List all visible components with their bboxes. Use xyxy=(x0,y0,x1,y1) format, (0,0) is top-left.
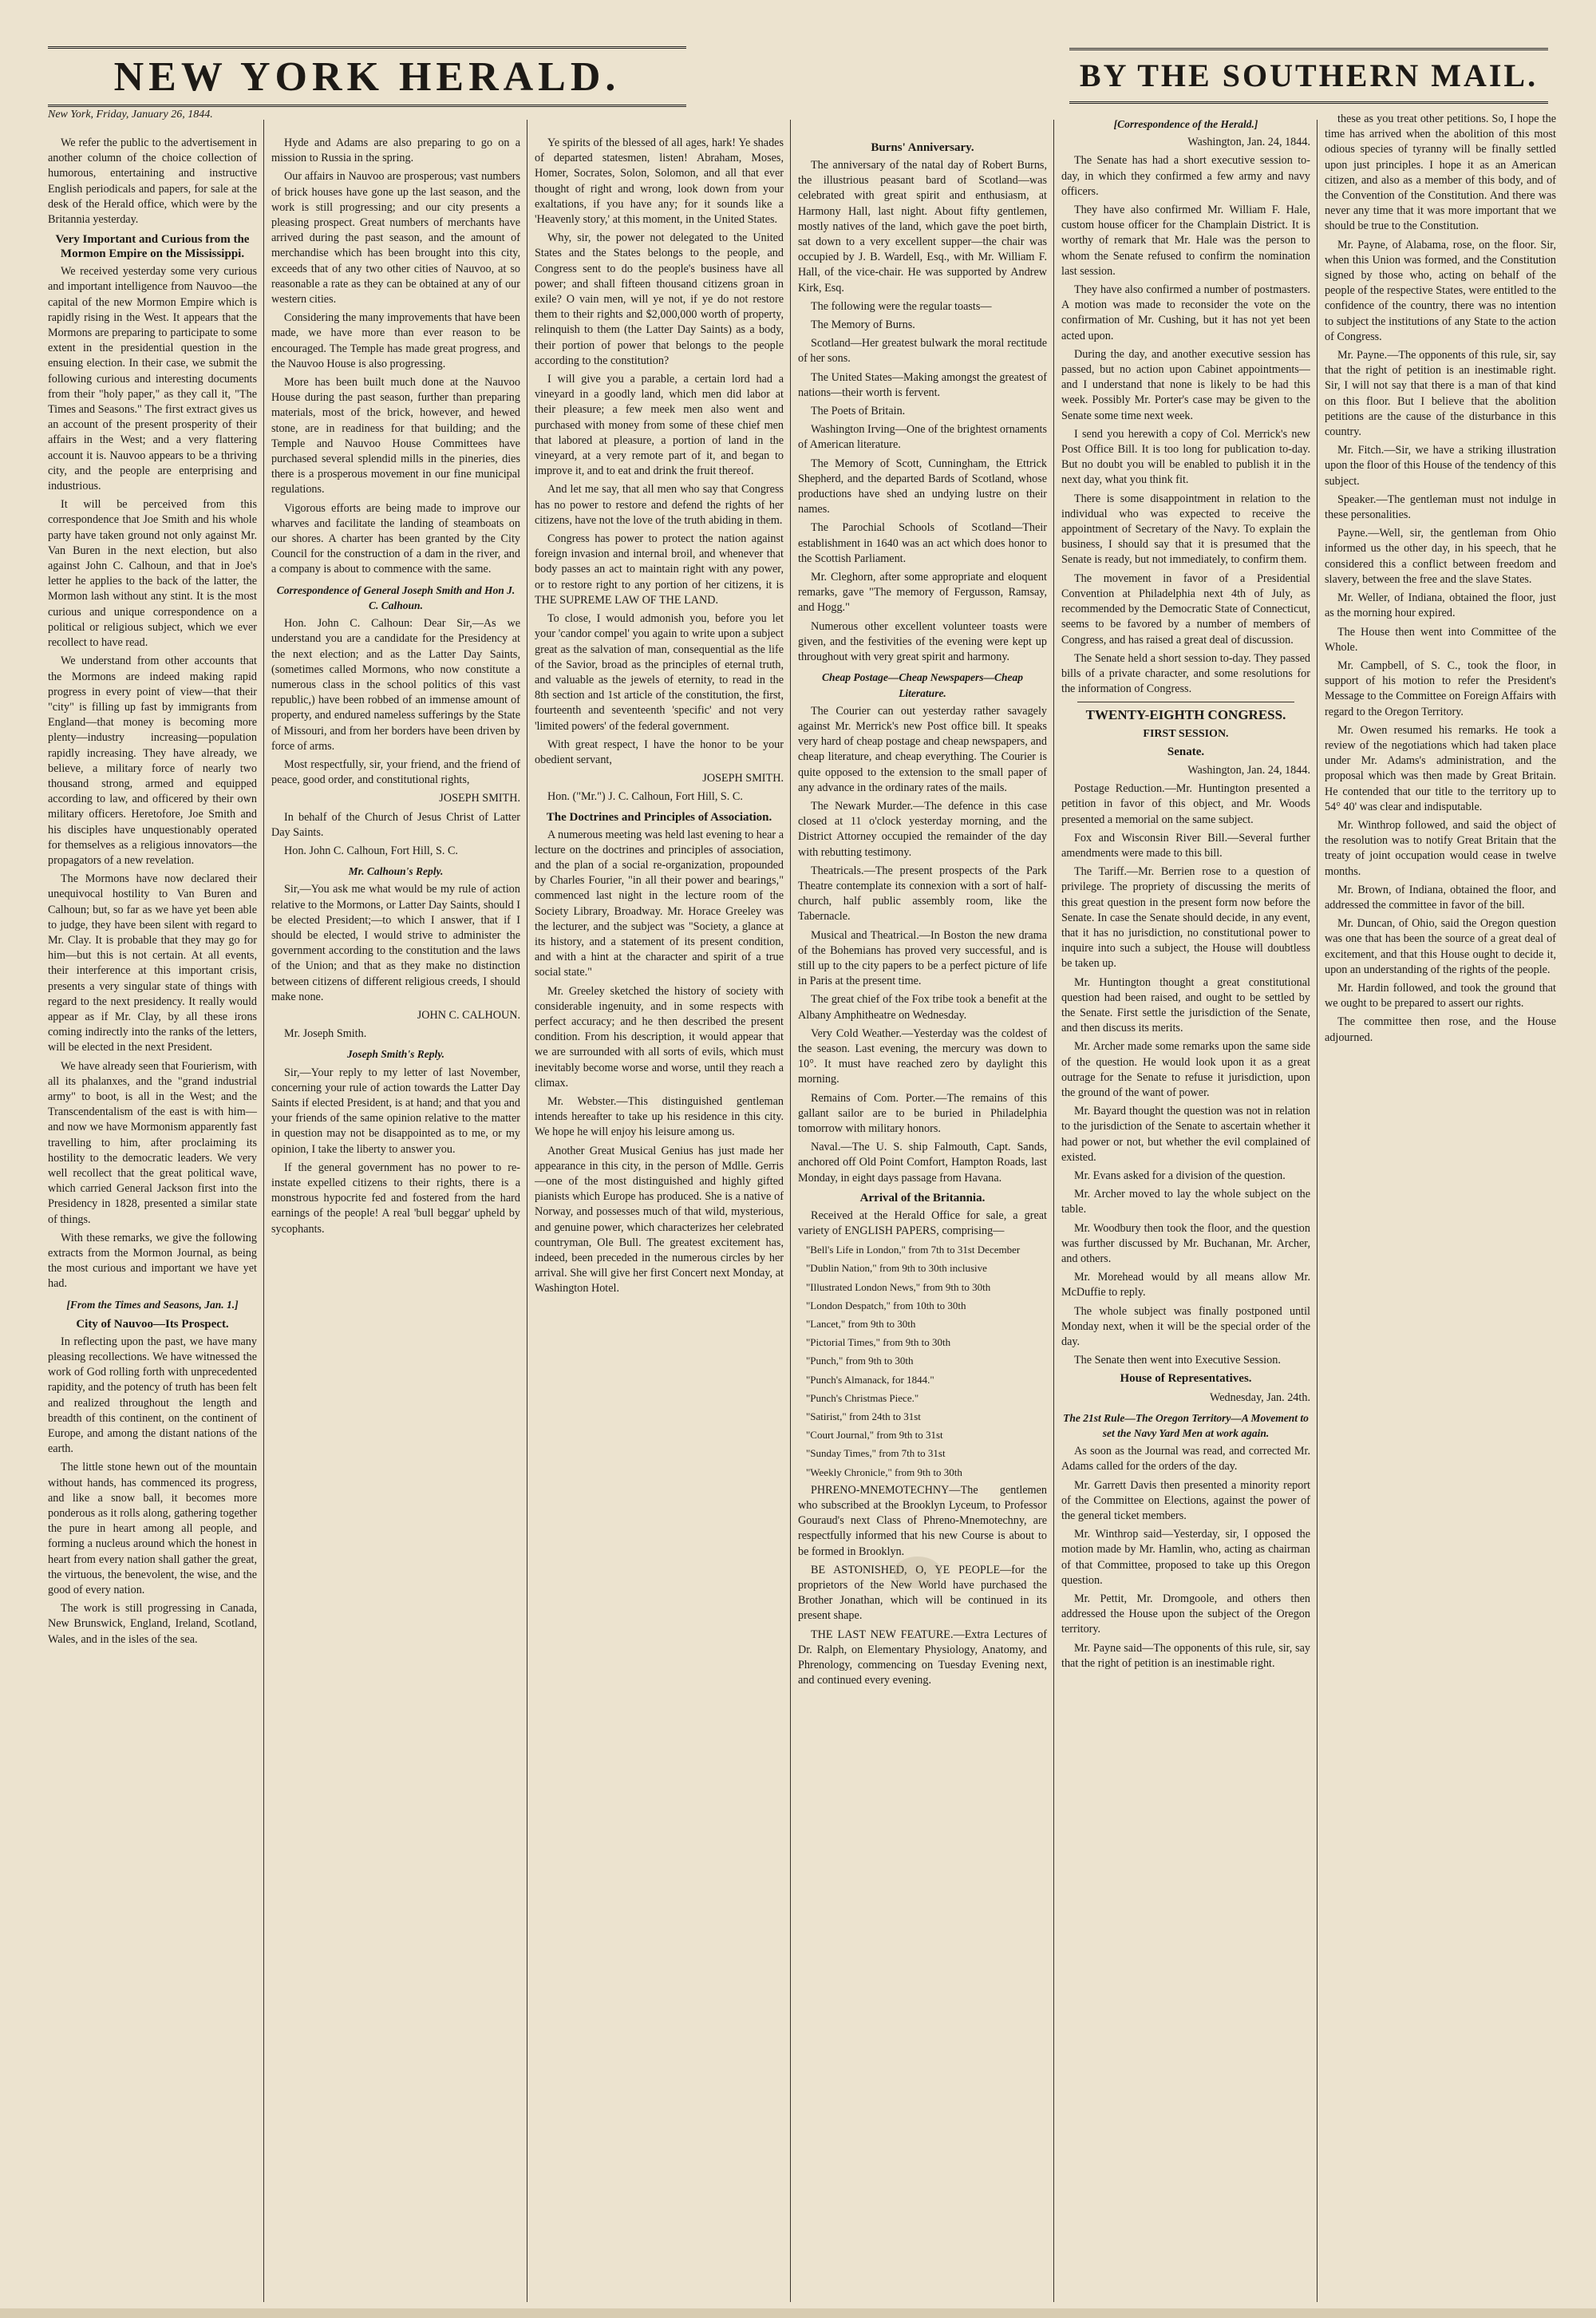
paragraph: The great chief of the Fox tribe took a benefit at the Albany Amphitheatre on Wednesday. xyxy=(798,993,1047,1022)
senate-heading: Senate. xyxy=(1167,745,1205,758)
paragraph: Mr. Brown, of Indiana, obtained the floor, and addressed the committee in favor of the bill. xyxy=(1325,883,1556,912)
paper-stain xyxy=(894,1557,942,1588)
paragraph: Very Cold Weather.—Yesterday was the coldest of the season. Last evening, the mercury was down to 10°. It must have reached zero by daylight this morning. xyxy=(798,1026,1047,1086)
paragraph: Mr. Payne, of Alabama, rose, on the floor. Sir, when this Union was formed, and the Constitution signed by those who, acting on behalf of the people of the respective States, were entitled to the confidence of the country, there was no intention to subject the institutions of any State to the action of Congress. xyxy=(1325,238,1556,343)
paragraph: Why, sir, the power not delegated to the United States and the States belongs to the people, and Congress sent to do the people's business have all power; and shall fifteen thousand citizens groan in exile? O vain men, will ye not, if ye do not restore them to their rights and $2,000,000 worth of property, relinquish to them (the Latter Day Saints) as a body, their portion of power that belongs to the people according to the constitution? xyxy=(535,231,784,367)
paragraph: Mr. Joseph Smith. xyxy=(284,1027,367,1041)
paragraph: A numerous meeting was held last evening to hear a lecture on the doctrines and principles of association, and the plan of a social re-organization, propounded by Charles Fourier, "in all their power and bearings," commenced last night in the lecture room of the Society Library, Broadway. Mr. Horace Greeley was the lecturer, and the subject was "Society, a glance at its history, and a statement of its present condition, and with a hint at the character and spirit of a true social state." xyxy=(535,828,784,979)
session-heading: FIRST SESSION. xyxy=(1143,727,1229,740)
toast: The Memory of Burns. xyxy=(811,318,915,332)
masthead xyxy=(48,46,686,107)
paragraph: Mr. Archer made some remarks upon the same side of the question. He would look upon it as a great outrage for the Senate to refuse it jurisdiction, upon the ground of the want of power. xyxy=(1061,1040,1310,1099)
paragraph: Ye spirits of the blessed of all ages, hark! Ye shades of departed statesmen, listen! Abraham, Moses, Homer, Socrates, Solon, Solomon, and all that ever thought of right and wrong, look down from your exaltations, if you have any; for it sounds like a 'Heavenly story,' at this moment, in the United States. xyxy=(535,136,784,227)
paragraph: Hon. ("Mr.") J. C. Calhoun, Fort Hill, S. C. xyxy=(547,790,743,804)
paragraph: We understand from other accounts that the Mormons are indeed making rapid progress in every point of view—that their "city" is filling up fast by immigrants from England—that money is becoming more plenty—industry increasing—population rapidly increasing. They have already, we believe, a military force of nearly two thousand strong, armed and equipped according to law, and officered by their own military officers. Heretofore, Joe Smith and his disciples have unquestionably operated for themselves as a religious innovators—the propagators of a new revelation. xyxy=(48,655,257,867)
paragraph: The Senate has had a short executive session to-day, in which they confirmed a few army and navy officers. xyxy=(1061,154,1310,198)
paragraph: Mr. Hardin followed, and took the ground that we ought to be prepared to assert our rights. xyxy=(1325,981,1556,1011)
list-item: "Punch's Almanack, for 1844." xyxy=(806,1373,934,1386)
column-rule xyxy=(263,120,264,2302)
paragraph: It will be perceived from this correspondence that Joe Smith and his whole party have taken ground not only against Mr. Van Buren in the next election, but also against John C. Calhoun, and that in Joe's letter he applies to the back of the latter, the Mormon lash without any stint. It is the most curious and unique correspondence on a political or religious subject, which we ever recollect to have read. xyxy=(48,498,257,650)
column-5 xyxy=(1061,112,1310,2302)
list-item: "Bell's Life in London," from 7th to 31st December xyxy=(806,1244,1021,1256)
paragraph: The committee then rose, and the House adjourned. xyxy=(1325,1015,1556,1044)
paragraph: We received yesterday some very curious and important intelligence from Nauvoo—the capital of the new Mormon Empire which is rapidly rising in the West. It appears that the Mormons are preparing to participate to some extent in the presidential question in the ensuing election. In their case, we submit the following curious and interesting documents from their "holy paper," as they call it, "The Times and Seasons." The first extract gives us an account of the present prosperity of their affairs in the West; and a very flattering account it is. Nauvoo appears to be a thriving city, and the people are enterprising and industrious. xyxy=(48,265,257,493)
paragraph: Sir,—Your reply to my letter of last November, concerning your rule of action towards the Latter Day Saints if elected President, is at hand; and that you and your friends of the same opinion relative to the matter in question may not be disappointed as to me, or my opinion, I take the liberty to answer you. xyxy=(271,1066,520,1156)
paragraph: There is some disappointment in relation to the individual who was expected to receive the appointment of Secretary of the Navy. To explain the business, I should say that it is presumed that the Senate is ready, but not immediately, to confirm them. xyxy=(1061,492,1310,567)
paragraph: The Courier can out yesterday rather savagely against Mr. Merrick's new Post office bill. It speaks very hard of cheap postage and cheap newspapers, and cheap literature, and cheap everything. The Courier is quite opposed to the extension to the small paper of any advance in the ordinary rates of the mails. xyxy=(798,704,1047,794)
article-heading: Mr. Calhoun's Reply. xyxy=(348,865,444,878)
house-heading: House of Representatives. xyxy=(1120,1372,1252,1386)
paragraph: Mr. Winthrop followed, and said the object of the resolution was to notify Great Britain that the treaty of joint occupation would cease in twelve months. xyxy=(1325,818,1556,878)
paragraph: The Mormons have now declared their unequivocal hostility to Van Buren and Calhoun; but, so far as we have yet been able to judge, they have been silent with regard to Mr. Clay. It is probable that they may go for him—but this is not certain. At all events, their interference at this important crisis, presents a very singular state of things with regard to the next presidency. It really would appear as if Mr. Clay, by all these irons coming indirectly into the ranks of the letters, will be elected in the next President. xyxy=(48,872,257,1054)
paragraph: Mr. Cleghorn, after some appropriate and eloquent remarks, gave "The memory of Fergusson, Ramsay, and Hogg." xyxy=(798,571,1047,615)
paragraph: The Senate held a short session to-day. They passed bills of a private character, and some resolutions for the information of Congress. xyxy=(1061,651,1310,696)
paragraph: And let me say, that all men who say that Congress has no power to restore and defend the rights of her citizens, have not the love of the truth abiding in them. xyxy=(535,483,784,527)
paragraph: Mr. Archer moved to lay the whole subject on the table. xyxy=(1061,1188,1310,1216)
paragraph: Mr. Woodbury then took the floor, and the question was further discussed by Mr. Buchanan, Mr. Archer, and others. xyxy=(1061,1221,1310,1266)
signature: JOHN C. CALHOUN. xyxy=(417,1008,520,1022)
list-item: "Weekly Chronicle," from 9th to 30th xyxy=(806,1466,962,1478)
paragraph: The little stone hewn out of the mountain without hands, has commenced its progress, and like a snow ball, it becomes more ponderous as it rolls along, gathering together the pure in heart among all people, and forming a nucleus around which the honest in heart from every nation shall gather the great, the virtuous, the benevolent, the wise, and the good of every nation. xyxy=(48,1461,257,1597)
paragraph: Mr. Campbell, of S. C., took the floor, in support of his motion to refer the President's Message to the Committee on Foreign Affairs with regard to the Oregon Territory. xyxy=(1325,659,1556,718)
paragraph: Most respectfully, sir, your friend, and the friend of peace, good order, and constitutional rights, xyxy=(271,758,520,787)
paragraph: The House then went into Committee of the Whole. xyxy=(1325,625,1556,654)
paragraph: As soon as the Journal was read, and corrected Mr. Adams called for the orders of the day. xyxy=(1061,1445,1310,1473)
paragraph: Remains of Com. Porter.—The remains of this gallant sailor are to be buried in Philadelphia tomorrow with military honors. xyxy=(798,1091,1047,1135)
paragraph: We have already seen that Fourierism, with all its phalanxes, and the "grand industrial army" to boot, is all in the West; and the Transcendentalism of the east is with him—and now we have Mormonism apparently fast travelling to him, after proclaiming its hostility to the democratic leaders. We very well recollect that the great political wave, which carried General Jackson first into the Presidency in 1828, presented a similar state of things. xyxy=(48,1059,257,1226)
list-item: "Punch," from 9th to 30th xyxy=(806,1355,914,1367)
newspaper-title: NEW YORK HERALD. xyxy=(113,54,621,100)
column-6 xyxy=(1325,112,1556,2302)
paragraph: To close, I would admonish you, before you let your 'candor compel' you again to write upon a subject great as the salvation of man, consequential as the life of the Savior, broad as the principles of eternal truth, and valuable as the jewels of eternity, to read in the 8th section and 1st article of the constitution, the first, fourteenth and seventeenth 'specific' and not very 'limited powers' of the federal government. xyxy=(535,612,784,733)
paragraph: Postage Reduction.—Mr. Huntington presented a petition in favor of this object, and Mr. Woods presented a memorial on the same subject. xyxy=(1061,782,1310,826)
paragraph: these as you treat other petitions. So, I hope the time has arrived when the abolition of this most odious species of tyranny will be finally settled upon just principles. I hope it as an American citizen, and also as a member of this body, and of the Convention of the Constitution. And there was never any time that it was more important that we should be true to the Constitution. xyxy=(1325,113,1556,233)
paragraph: Congress has power to protect the nation against foreign invasion and internal broil, and whenever that body passes an act to maintain right with any power, or to restore right to any portion of her citizens, it is THE SUPREME LAW OF THE LAND. xyxy=(535,532,784,607)
paragraph: Mr. Duncan, of Ohio, said the Oregon question was one that has been the source of a great deal of excitement, and that this House ought to decide it, upon an understanding of the rights of the people. xyxy=(1325,917,1556,976)
list-item: "London Despatch," from 10th to 30th xyxy=(806,1299,966,1311)
paragraph: Mr. Bayard thought the question was not in relation to the jurisdiction of the Senate to ascertain whether it had power or not, but whether the evil complained of existed. xyxy=(1061,1105,1310,1164)
paragraph: Mr. Fitch.—Sir, we have a striking illustration upon the floor of this House of the tendency of this subject. xyxy=(1325,444,1556,488)
toast: The Memory of Scott, Cunningham, the Ettrick Shepherd, and the departed Bards of Scotland, whose productions have shed an undying lustre on their names. xyxy=(798,457,1047,516)
paragraph: Numerous other excellent volunteer toasts were given, and the festivities of the evening were kept up throughout with very great spirit and harmony. xyxy=(798,619,1047,664)
paragraph: In reflecting upon the past, we have many pleasing recollections. We have witnessed the work of God rolling forth with unprecedented rapidity, and the potency of truth has been felt and realized throughout the length and breadth of this continent, on the continent of Europe, and among the distant nations of the earth. xyxy=(48,1335,257,1456)
column-rule xyxy=(790,120,791,2302)
intro-paragraph: We refer the public to the advertisement in another column of the choice collection of humorous, entertaining and instructive English periodicals and papers, for sale at the desk of the Herald office, which were by the Britannia yesterday. xyxy=(48,136,257,227)
paragraph: With these remarks, we give the following extracts from the Mormon Journal, as being the most curious and important we have yet had. xyxy=(48,1231,257,1291)
correspondence-heading: [Correspondence of the Herald.] xyxy=(1113,118,1258,130)
paragraph: The anniversary of the natal day of Robert Burns, the illustrious peasant bard of Scotland—was celebrated with great spirit and enthusiasm, at Harmony Hall, last night. About fifty gentlemen, mostly natives of the land, which gave the poet birth, sat down to a very excellent supper—the chair was occupied by J. B. Wardell, Esq., with Mr. William F. Hall, of the vice-chair. He was supported by Andrew Kirk, Esq. xyxy=(798,159,1047,295)
list-item: "Sunday Times," from 7th to 31st xyxy=(806,1447,946,1460)
paragraph: Mr. Evans asked for a division of the question. xyxy=(1074,1169,1286,1182)
dateline: Washington, Jan. 24, 1844. xyxy=(1187,136,1310,149)
toast: The United States—Making amongst the greatest of nations—their worth is fervent. xyxy=(798,370,1047,399)
signature: JOSEPH SMITH. xyxy=(439,792,520,805)
list-item: "Lancet," from 9th to 30th xyxy=(806,1318,916,1331)
dateline: Wednesday, Jan. 24th. xyxy=(1210,1390,1310,1404)
paragraph: Mr. Morehead would by all means allow Mr. McDuffie to reply. xyxy=(1061,1271,1310,1299)
article-heading: Cheap Postage—Cheap Newspapers—Cheap Literature. xyxy=(821,671,1023,699)
paragraph: Mr. Webster.—This distinguished gentleman intends hereafter to take up his residence in this city. We hope he will enjoy his leisure among us. xyxy=(535,1094,784,1139)
paragraph: They have also confirmed a number of postmasters. A motion was made to reconsider the vote on the confirmation of Mr. Cushing, but it has not yet been acted upon. xyxy=(1061,283,1310,342)
congress-heading: TWENTY-EIGHTH CONGRESS. xyxy=(1085,707,1286,723)
paragraph: They have also confirmed Mr. William F. Hale, custom house officer for the Champlain District. It is worthy of remark that Mr. Hale was the person to whom the Senate refused to confirm the nomination last session. xyxy=(1061,204,1310,278)
dateline: Washington, Jan. 24, 1844. xyxy=(1187,763,1310,777)
paragraph: Hon. John C. Calhoun, Fort Hill, S. C. xyxy=(284,844,458,857)
column-rule xyxy=(1053,120,1054,2302)
paragraph: In behalf of the Church of Jesus Christ of Latter Day Saints. xyxy=(271,810,520,839)
paragraph: Mr. Weller, of Indiana, obtained the floor, just as the morning hour expired. xyxy=(1325,591,1556,620)
column-3 xyxy=(535,136,784,2302)
article-heading: Arrival of the Britannia. xyxy=(859,1191,986,1204)
paragraph: Musical and Theatrical.—In Boston the new drama of the Bohemians has proved very successful, and is still up to the city papers to be a perfect picture of life in Paris at the present time. xyxy=(798,928,1047,988)
paragraph: The following were the regular toasts— xyxy=(811,299,992,313)
paragraph: The Newark Murder.—The defence in this case closed at 11 o'clock yesterday morning, and the District Attorney occupied the remainder of the day with rebutting testimony. xyxy=(798,799,1047,859)
list-item: "Illustrated London News," from 9th to 30th xyxy=(806,1280,991,1293)
dateline: New York, Friday, January 26, 1844. xyxy=(48,109,213,121)
paragraph: The Tariff.—Mr. Berrien rose to a question of privilege. The propriety of discussing the merits of this great question in the present form now before the Senate. In case the Senate should decide, in any event, that it has no jurisdiction, no constitutional power to inquire into such a subject, the House will doubtless be taken up. xyxy=(1061,865,1310,971)
toast: The Poets of Britain. xyxy=(811,405,906,418)
paragraph: Mr. Garrett Davis then presented a minority report of the Committee on Elections, against the power of the general ticket members. xyxy=(1061,1478,1310,1523)
toast: Washington Irving—One of the brightest ornaments of American literature. xyxy=(798,423,1047,452)
paragraph: Hon. John C. Calhoun: Dear Sir,—As we understand you are a candidate for the Presidency at the next election; and as the Latter Day Saints, (sometimes called Mormons, who now constitute a numerous class in the school politics of this vast republic,) have been robbed of an immense amount of property, and endured nameless sufferings by the State of Missouri, and from her borders have been driven by force of arms. xyxy=(271,617,520,753)
paragraph: Naval.—The U. S. ship Falmouth, Capt. Sands, anchored off Old Point Comfort, Hampton Roads, last Monday, in eight days passage from Havana. xyxy=(798,1141,1047,1185)
paragraph: More has been built much done at the Nauvoo House during the past season, further than preparing materials, most of the brick, however, and hewed stone, are in readiness for that building; and the Temple and Nauvoo House Committees have purchased several splendid mills in the pineries, dies there is a prosperous movement in our fine municipal regulations. xyxy=(271,376,520,496)
list-item: "Pictorial Times," from 9th to 30th xyxy=(806,1336,951,1349)
paragraph: Mr. Payne said—The opponents of this rule, sir, say that the right of petition is an inestimable right. xyxy=(1061,1641,1310,1670)
paragraph: Mr. Winthrop said—Yesterday, sir, I opposed the motion made by Mr. Hamlin, who, acting as chairman of that Committee, proposed to take up this Oregon question. xyxy=(1061,1528,1310,1587)
paragraph: During the day, and another executive session has passed, but no action upon Cabinet appointments—and I understand that none is likely to be had this week. Possibly Mr. Porter's case may be given to the Senate some time next week. xyxy=(1061,347,1310,422)
page-edge xyxy=(0,2308,1596,2318)
paragraph: Mr. Payne.—The opponents of this rule, sir, say that the right of petition is an inestimable right. Sir, I will not say that there is a man of that kind on this floor. But I believe that the abolition petitions are the cause of the disturbance in this country. xyxy=(1325,349,1556,439)
list-item: "Satirist," from 24th to 31st xyxy=(806,1410,921,1423)
paragraph: The whole subject was finally postponed until Monday next, when it will be the special order of the day. xyxy=(1061,1304,1310,1349)
southern-mail-header: BY THE SOUTHERN MAIL. xyxy=(1069,48,1548,104)
paragraph: Mr. Huntington thought a great constitutional question had been raised, and ought to be settled by the Senate. First settle the jurisdiction of the Senate, and then discuss its merits. xyxy=(1061,975,1310,1035)
paragraph: Vigorous efforts are being made to improve our wharves and facilitate the landing of steamboats on our shores. A charter has been granted by the City Council for the construction of a dam in the river, and a company is about to commence with the same. xyxy=(271,501,520,576)
paragraph: Hyde and Adams are also preparing to go on a mission to Russia in the spring. xyxy=(271,136,520,165)
toast: Scotland—Her greatest bulwark the moral rectitude of her sons. xyxy=(798,337,1047,366)
paragraph: Our affairs in Nauvoo are prosperous; vast numbers of brick houses have gone up the last season, and the work is still progressing; and our city presents a pleasing prospect. Great numbers of merchants have arrived during the past season, and the amount of merchandise which has been brought into this city, exceeds that of any two other cities of Nauvoo, at so reasonable a rate as they can be obtained at any of our western cities. xyxy=(271,170,520,307)
paragraph: Mr. Greeley sketched the history of society with considerable ingenuity, and in some respects with perfect accuracy; and he then described the present condition. From his description, it would appear that we are surrounded with all sorts of evils, which must inevitably become worse and worse, until they reach a climax. xyxy=(535,984,784,1090)
paragraph: Fox and Wisconsin River Bill.—Several further amendments were made to this bill. xyxy=(1061,831,1310,860)
paragraph: The Senate then went into Executive Session. xyxy=(1074,1354,1281,1367)
article-heading: Burns' Anniversary. xyxy=(871,141,974,154)
paragraph: With great respect, I have the honor to be your obedient servant, xyxy=(535,738,784,766)
source-heading: [From the Times and Seasons, Jan. 1.] xyxy=(66,1298,239,1311)
paragraph: BE ASTONISHED, O, YE PEOPLE—for the proprietors of the New World have purchased the Brother Jonathan, which will be continued in its present shape. xyxy=(798,1563,1047,1623)
column-2 xyxy=(271,136,520,2302)
article-heading: The Doctrines and Principles of Association. xyxy=(546,810,772,824)
paragraph: PHRENO-MNEMOTECHNY—The gentlemen who subscribed at the Brooklyn Lyceum, to Professor Gouraud's next Class of Phreno-Mnemotechny, are respectfully informed that his new Course is about to be formed in Brooklyn. xyxy=(798,1483,1047,1558)
list-item: "Punch's Christmas Piece." xyxy=(806,1391,919,1404)
paragraph: I will give you a parable, a certain lord had a vineyard in a goodly land, which men did labor at their pleasure; a few meek men also went and purchased with money from some of these chief men that labored at pleasure, a portion of land in the vineyard, at a very remote part of it, and began to improve it, and to eat and drink the fruit thereof. xyxy=(535,373,784,478)
paragraph: The work is still progressing in Canada, New Brunswick, England, Ireland, Scotland, Wales, and in the isles of the sea. xyxy=(48,1602,257,1646)
paragraph: Theatricals.—The present prospects of the Park Theatre contemplate its connexion with a sort of half-church, half public assembly room, like the Tabernacle. xyxy=(798,864,1047,924)
article-heading: Very Important and Curious from the Mormon Empire on the Mississippi. xyxy=(55,233,250,261)
column-1 xyxy=(48,136,257,2302)
toast: The Parochial Schools of Scotland—Their establishment in 1640 was an act which does honor to the Scottish Parliament. xyxy=(798,521,1047,565)
paragraph: THE LAST NEW FEATURE.—Extra Lectures of Dr. Ralph, on Elementary Physiology, Anatomy, and Phrenology, commencing on Tuesday Evening next, and continued every evening. xyxy=(798,1628,1047,1687)
article-heading: City of Nauvoo—Its Prospect. xyxy=(76,1317,229,1331)
paragraph: Speaker.—The gentleman must not indulge in these personalities. xyxy=(1325,492,1556,522)
column-4 xyxy=(798,136,1047,2302)
paragraph: Mr. Pettit, Mr. Dromgoole, and others then addressed the House upon the subject of the Oregon territory. xyxy=(1061,1592,1310,1636)
paragraph: Payne.—Well, sir, the gentleman from Ohio informed us the other day, in his speech, that he considered this a conflict between freedom and slavery, between the free and the slave States. xyxy=(1325,527,1556,586)
article-heading: Correspondence of General Joseph Smith and Hon J. C. Calhoun. xyxy=(276,583,516,611)
paragraph: Another Great Musical Genius has just made her appearance in this city, in the person of Mdlle. Gerris—one of the most distinguished and highly gifted pianists which Europe has produced. She is a native of Norway, and possesses much of that wild, mysterious, and genuine power, which characterizes her celebrated countryman, Ole Bull. The greatest excitement has, indeed, been preceded in the numerous circles by her arrival. She will give her first Concert next Monday, at Washington Hotel. xyxy=(535,1144,784,1295)
paragraph: The movement in favor of a Presidential Convention at Philadelphia next 4th of July, as recommended by the Democratic State of Connecticut, seems to be favored by a number of members of Congress, and has raised a great deal of discussion. xyxy=(1061,572,1310,647)
list-item: "Dublin Nation," from 9th to 30th inclusive xyxy=(806,1262,987,1275)
article-heading: The 21st Rule—The Oregon Territory—A Movement to set the Navy Yard Men at work again. xyxy=(1063,1411,1309,1440)
signature: JOSEPH SMITH. xyxy=(702,772,784,785)
paragraph: Sir,—You ask me what would be my rule of action relative to the Mormons, or Latter Day Saints, should I be elected President;—to which I answer, that if I should be elected, I would strive to administer the government according to the constitution and the laws of the Union; and that as they make no distinction between citizens of different religious creeds, I should make none. xyxy=(271,883,520,1003)
paragraph: Received at the Herald Office for sale, a great variety of ENGLISH PAPERS, comprising— xyxy=(798,1208,1047,1237)
paragraph: I send you herewith a copy of Col. Merrick's new Post Office Bill. It is too long for publication to-day. But no doubt you will be enabled to publish it in the next day, what you think fit. xyxy=(1061,427,1310,487)
paragraph: Mr. Owen resumed his remarks. He took a review of the negotiations which had taken place under Mr. Adams's administration, and the proposal which was then made by Great Britain. He contended that our title to the territory up to 54° 40' was clear and indisputable. xyxy=(1325,723,1556,813)
paragraph: If the general government has no power to re-instate expelled citizens to their rights, there is a monstrous hypocrite fed and fostered from the hard earnings of the people! A real 'bull beggar' upheld by sycophants. xyxy=(271,1161,520,1236)
article-heading: Joseph Smith's Reply. xyxy=(346,1048,445,1061)
paragraph: Considering the many improvements that have been made, we have more than ever reason to be encouraged. The Temple has made great progress, and the Nauvoo House is also progressing. xyxy=(271,311,520,370)
list-item: "Court Journal," from 9th to 31st xyxy=(806,1429,943,1442)
